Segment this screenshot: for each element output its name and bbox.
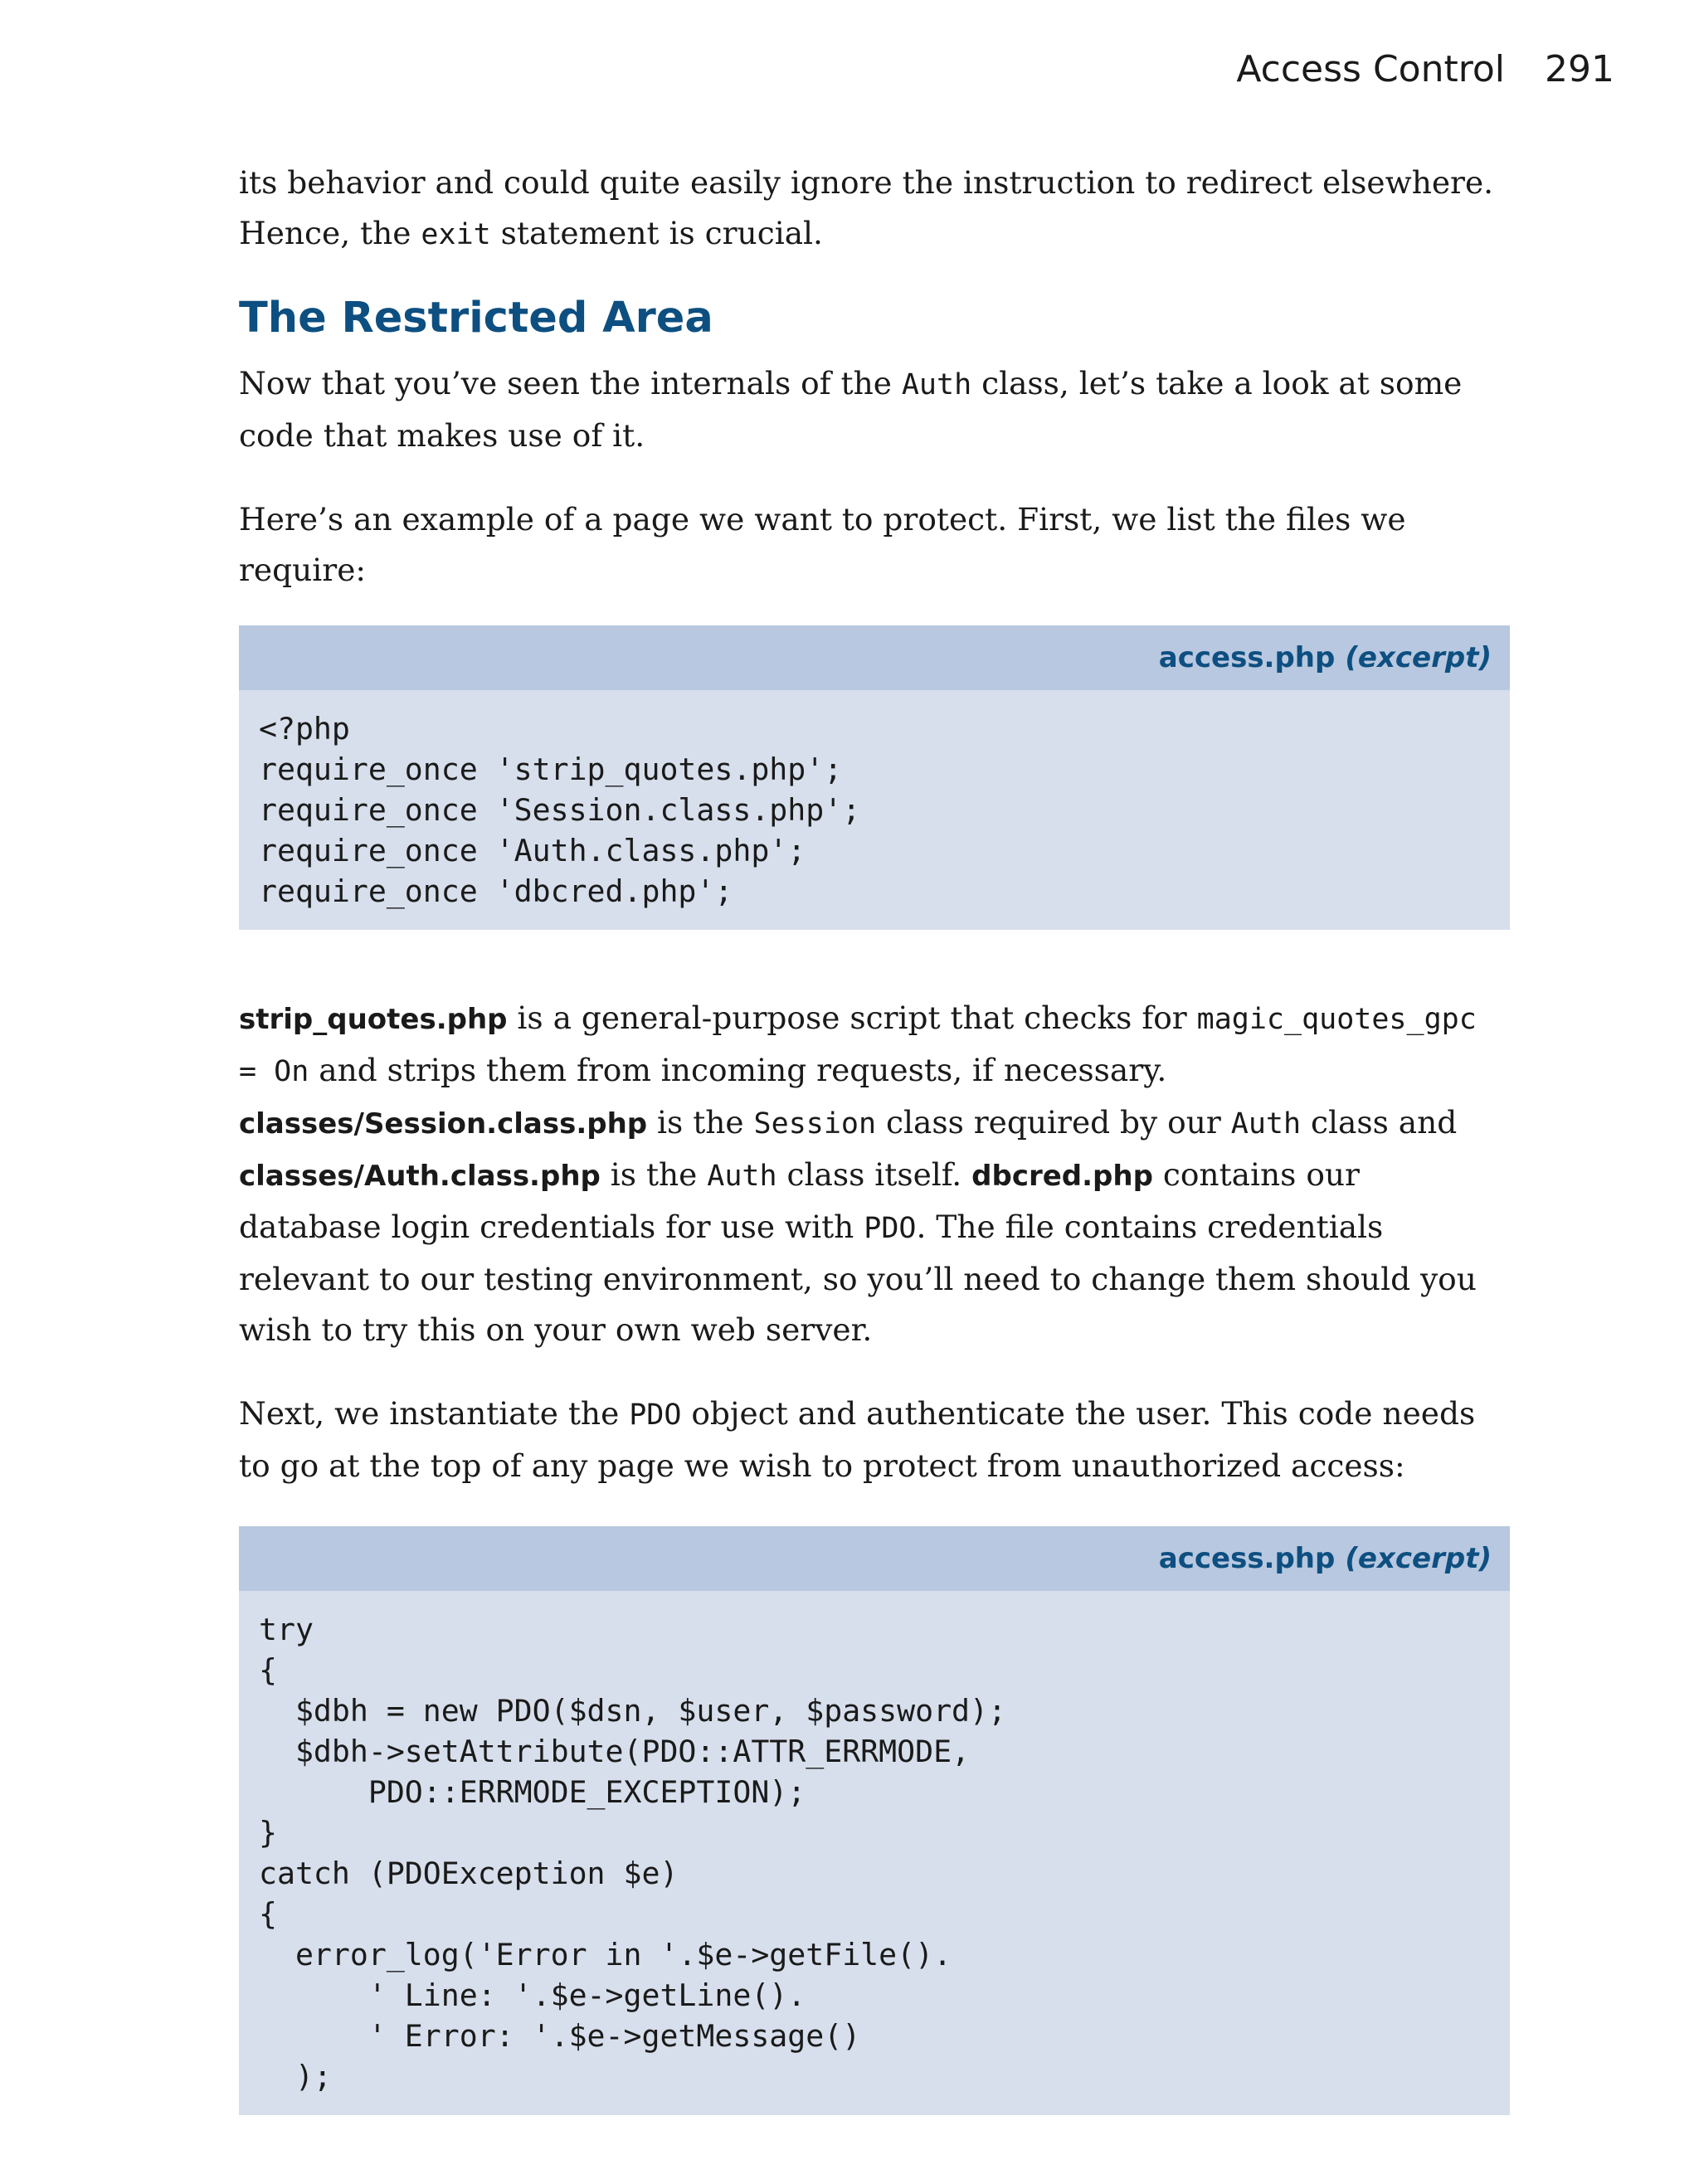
code-listing-caption — [239, 625, 1510, 690]
inline-code-auth: Auth — [707, 1160, 777, 1193]
filename-session-class: classes/Session.class.php — [239, 1107, 648, 1141]
paragraph-text: Next, we instantiate the — [239, 1395, 630, 1432]
code-filename: access.php — [1158, 641, 1336, 674]
code-caption-note: (excerpt) — [1345, 1542, 1492, 1575]
filename-strip-quotes: strip_quotes.php — [239, 1003, 508, 1036]
section-paragraph-1 — [239, 358, 1510, 461]
paragraph-text: class required by our — [876, 1104, 1231, 1141]
inline-code-magic-quotes: magic_quotes_gpc = On — [239, 1003, 1477, 1088]
inline-code-pdo: PDO — [864, 1212, 917, 1245]
intro-paragraph — [239, 158, 1510, 260]
filename-auth-class: classes/Auth.class.php — [239, 1160, 601, 1193]
filename-dbcred: dbcred.php — [971, 1160, 1153, 1193]
paragraph-text: is the — [647, 1104, 754, 1141]
code-listing-1 — [239, 625, 1510, 930]
next-paragraph — [239, 1389, 1510, 1491]
inline-code-exit: exit — [421, 218, 491, 251]
code-listing-caption — [239, 1526, 1510, 1591]
code-block: try { $dbh = new PDO($dsn, $user, $password); $dbh->setAttribute(PDO::ATTR_ERRMODE, PDO::ERRMODE_EXCEPTION); } catch (PDOException $e) { error_log('Error in '.$e->getFile(). ' Line: '.$e->getLine(). ' Error: '.$e->getMessage() ); — [259, 1612, 1006, 2094]
running-head-title: Access Control — [1236, 48, 1506, 90]
code-caption-note: (excerpt) — [1345, 641, 1492, 674]
inline-code-auth: Auth — [1230, 1107, 1302, 1141]
paragraph-text: . The file contains credentials relevant to our testing environment, so you’ll need to change them should you wish to try this on your own web server. — [239, 1209, 1477, 1348]
paragraph-text: is a general-purpose script that checks for — [507, 1000, 1197, 1036]
paragraph-text: is the — [600, 1156, 708, 1193]
section-paragraph-2: Here’s an example of a page we want to protect. First, we list the files we require: — [239, 501, 1406, 588]
explanation-paragraph — [239, 993, 1510, 1355]
paragraph-text: Now that you’ve seen the internals of the — [239, 365, 902, 401]
inline-code-session: Session — [753, 1107, 877, 1141]
intro-line: its behavior and could quite easily ignore the instruction to redirect elsewhere. — [239, 164, 1494, 201]
intro-text: Hence, the — [239, 215, 421, 251]
inline-code-pdo: PDO — [629, 1398, 682, 1432]
inline-code-auth: Auth — [901, 368, 972, 401]
paragraph-text: object and authenticate the user. This code needs to go at the top of any page we wish to protect from unauthorized access: — [239, 1395, 1476, 1484]
page-content — [239, 158, 1510, 2115]
paragraph-text: class itself. — [776, 1156, 972, 1193]
intro-text: statement is crucial. — [490, 215, 823, 251]
running-head — [1236, 48, 1614, 90]
code-block: <?php require_once 'strip_quotes.php'; require_once 'Session.class.php'; require_once 'Auth.class.php'; require_once 'dbcred.php'; — [259, 711, 861, 909]
page-number: 291 — [1545, 48, 1614, 90]
paragraph-text: contains our database login credentials for use with — [239, 1156, 1360, 1245]
paragraph-text: and strips them from incoming requests, if necessary. — [309, 1052, 1167, 1088]
code-listing-2 — [239, 1526, 1510, 2115]
paragraph-text: class and — [1301, 1104, 1458, 1141]
section-heading: The Restricted Area — [239, 294, 713, 343]
paragraph-text: class, let’s take a look at some code that makes use of it. — [239, 365, 1463, 454]
code-filename: access.php — [1158, 1542, 1336, 1575]
